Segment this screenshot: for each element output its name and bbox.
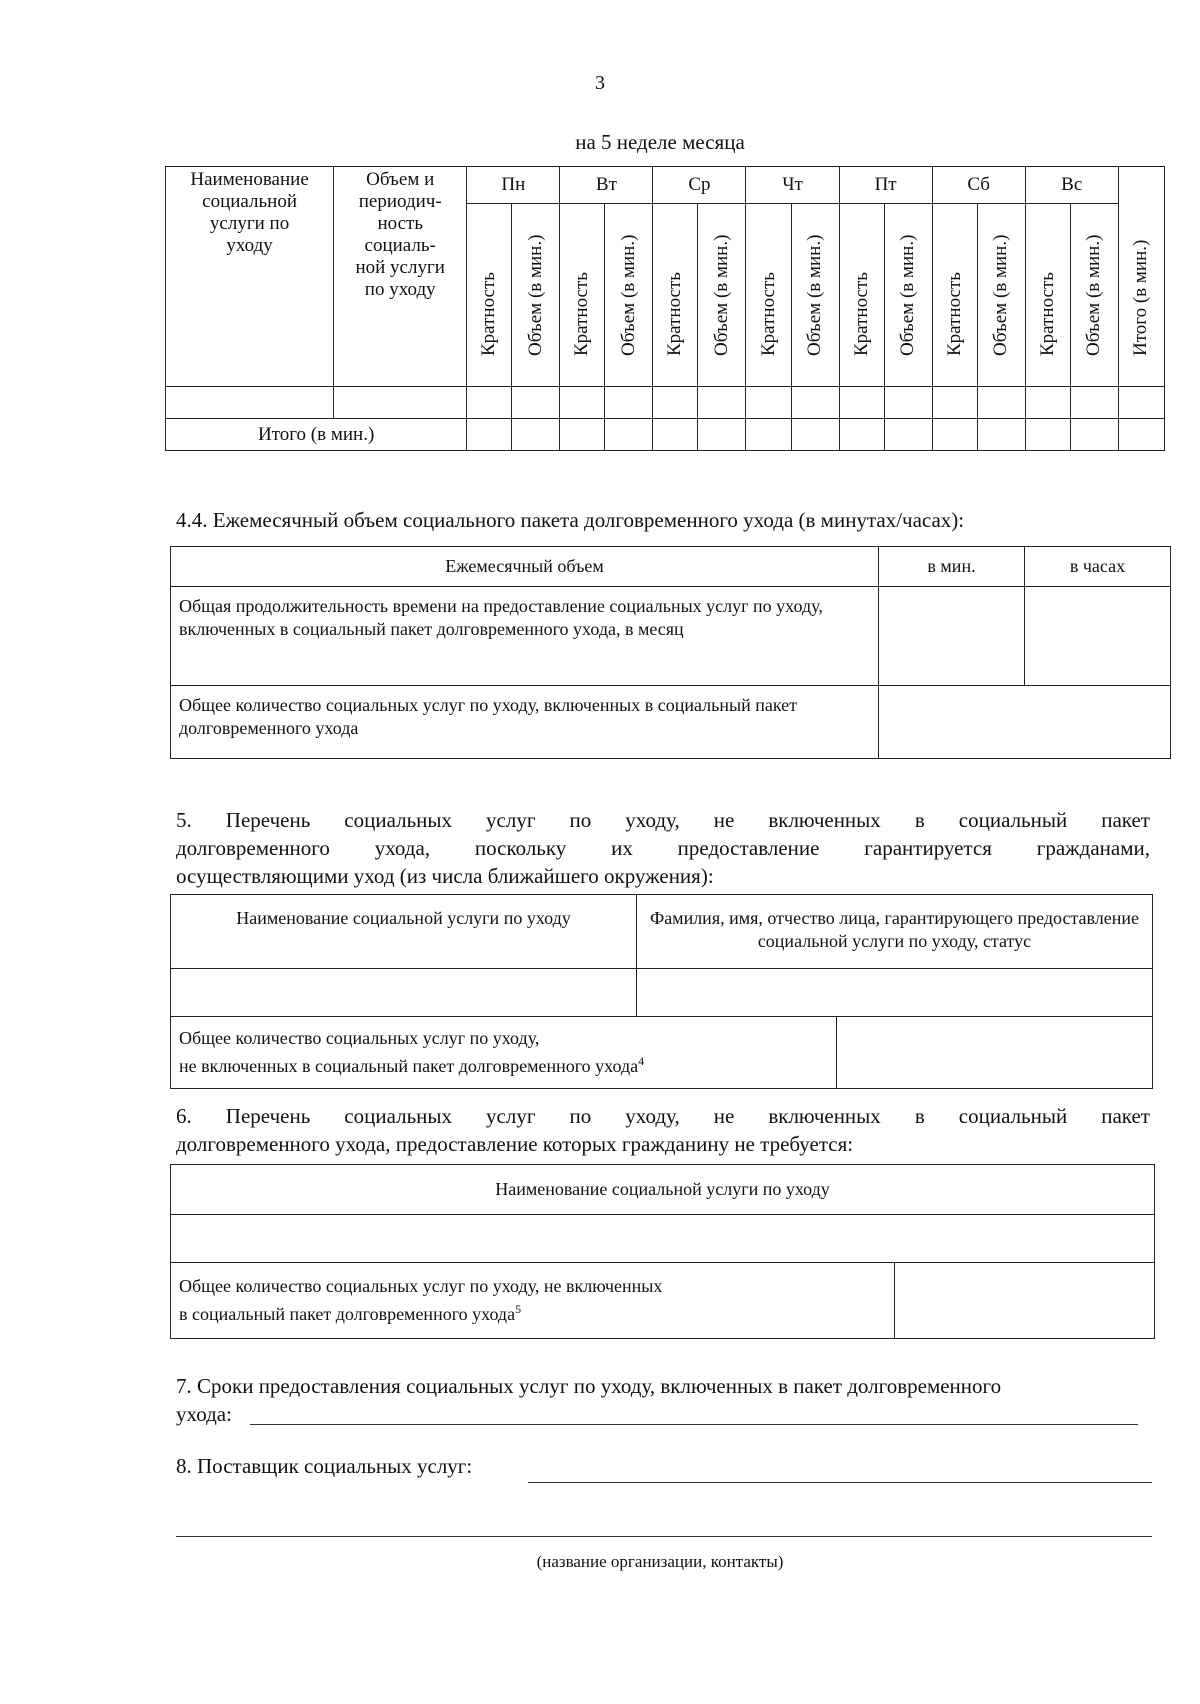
empty-cell[interactable] [879, 686, 1171, 759]
section-7-line-1: 7. Сроки предоставления социальных услуг по уходу, включенных в пакет долговременного [176, 1374, 1002, 1398]
guaranteed-services-table [170, 894, 1153, 1089]
volume-header: Объем (в мин.) [791, 204, 839, 387]
frequency-header: Кратность [746, 204, 791, 387]
section-5-line-1: 5. Перечень социальных услуг по уходу, не включенных в социальный пакет [176, 808, 1150, 832]
volume-header: Объем (в мин.) [977, 204, 1025, 387]
empty-cell[interactable] [884, 419, 932, 451]
not-included-count-label: Общее количество социальных услуг по уходу, не включенных в социальный пакет долговременного ухода$^4$ [171, 1017, 837, 1089]
monthly-volume-header: Ежемесячный объем [171, 547, 879, 587]
page-number: 3 [595, 72, 605, 94]
empty-cell[interactable] [467, 419, 512, 451]
empty-cell[interactable] [884, 387, 932, 419]
table-caption: на 5 неделе месяца [575, 130, 745, 154]
empty-cell[interactable] [1025, 419, 1070, 451]
volume-header: Объем (в мин.) [1070, 204, 1118, 387]
frequency-header: Кратность [839, 204, 884, 387]
empty-cell[interactable] [791, 387, 839, 419]
volume-header: Объем (в мин.) [512, 204, 560, 387]
volume-header: Объем (в мин.) [605, 204, 653, 387]
total-duration-label: Общая продолжительность времени на предоставление социальных услуг по уходу, включенных в социальный пакет долговременного ухода, в месяц [171, 587, 879, 686]
empty-cell[interactable] [605, 387, 653, 419]
empty-cell[interactable] [171, 1215, 1155, 1263]
frequency-header: Кратность [560, 204, 605, 387]
empty-cell[interactable] [1118, 419, 1164, 451]
service-name-header: Наименование социальной услуги по уходу [171, 1165, 1155, 1215]
volume-header: Объем (в мин.) [884, 204, 932, 387]
minutes-header: в мин. [879, 547, 1025, 587]
total-row [166, 419, 1165, 451]
empty-cell[interactable] [746, 387, 791, 419]
provider-input-line-2[interactable] [176, 1536, 1152, 1537]
total-column-header: Итого (в мин.) [1118, 167, 1164, 387]
day-header: Ср [653, 167, 746, 204]
provider-note: (название организации, контакты) [536, 1552, 784, 1571]
empty-cell[interactable] [512, 387, 560, 419]
monthly-volume-table [170, 546, 1171, 759]
empty-cell[interactable] [932, 419, 977, 451]
guarantor-header: Фамилия, имя, отчество лица, гарантирующего предоставление социальной услуги по уходу, статус [637, 895, 1153, 969]
section-6-line-1: 6. Перечень социальных услуг по уходу, не включенных в социальный пакет [176, 1104, 1150, 1128]
day-header: Вт [560, 167, 653, 204]
weekly-schedule-table [165, 166, 1165, 451]
not-required-count-label: Общее количество социальных услуг по уходу, не включенных в социальный пакет долговременного ухода$^5$ [171, 1263, 895, 1339]
empty-cell[interactable] [334, 387, 467, 419]
hours-header: в часах [1025, 547, 1171, 587]
empty-cell[interactable] [977, 419, 1025, 451]
empty-cell[interactable] [171, 969, 637, 1017]
day-header: Чт [746, 167, 839, 204]
col-volume-header: Объем и периодич- ность социаль- ной услуги по уходу [334, 167, 467, 387]
section-6-line-2: долговременного ухода, предоставление которых гражданину не требуется: [176, 1132, 854, 1156]
empty-cell[interactable] [1025, 587, 1171, 686]
empty-cell[interactable] [698, 387, 746, 419]
day-header: Пн [467, 167, 560, 204]
section-5-line-2: долговременного ухода, поскольку их предоставление гарантируется гражданами, [176, 836, 1150, 860]
section-7-line-2: ухода: [176, 1402, 232, 1426]
total-count-label: Общее количество социальных услуг по уходу, включенных в социальный пакет долговременного ухода [171, 686, 879, 759]
empty-cell[interactable] [932, 387, 977, 419]
service-name-header: Наименование социальной услуги по уходу [171, 895, 637, 969]
empty-cell[interactable] [1070, 419, 1118, 451]
empty-cell[interactable] [560, 419, 605, 451]
empty-cell[interactable] [512, 419, 560, 451]
volume-header: Объем (в мин.) [698, 204, 746, 387]
empty-cell[interactable] [746, 419, 791, 451]
empty-cell[interactable] [791, 419, 839, 451]
day-header: Пт [839, 167, 932, 204]
empty-cell[interactable] [837, 1017, 1153, 1089]
empty-cell[interactable] [653, 419, 698, 451]
frequency-header: Кратность [467, 204, 512, 387]
day-header: Сб [932, 167, 1025, 204]
empty-cell[interactable] [605, 419, 653, 451]
empty-cell[interactable] [467, 387, 512, 419]
empty-cell[interactable] [839, 387, 884, 419]
empty-cell[interactable] [637, 969, 1153, 1017]
total-row-label: Итого (в мин.) [166, 419, 467, 451]
empty-cell[interactable] [166, 387, 334, 419]
empty-cell[interactable] [839, 419, 884, 451]
provider-input-line[interactable] [528, 1482, 1152, 1483]
section-5-line-3: осуществляющими уход (из числа ближайшего окружения): [176, 864, 714, 888]
empty-cell[interactable] [1118, 387, 1164, 419]
empty-cell[interactable] [1025, 387, 1070, 419]
frequency-header: Кратность [653, 204, 698, 387]
frequency-header: Кратность [1025, 204, 1070, 387]
empty-cell[interactable] [879, 587, 1025, 686]
frequency-header: Кратность [932, 204, 977, 387]
empty-cell[interactable] [698, 419, 746, 451]
empty-cell[interactable] [560, 387, 605, 419]
table-row [166, 387, 1165, 419]
terms-input-line[interactable] [250, 1424, 1138, 1425]
empty-cell[interactable] [977, 387, 1025, 419]
section-4-4-heading: 4.4. Ежемесячный объем социального пакета долговременного ухода (в минутах/часах): [176, 508, 965, 532]
empty-cell[interactable] [895, 1263, 1155, 1339]
section-8-label: 8. Поставщик социальных услуг: [176, 1454, 473, 1478]
not-required-services-table [170, 1164, 1155, 1339]
empty-cell[interactable] [1070, 387, 1118, 419]
day-header: Вс [1025, 167, 1118, 204]
col-service-name-header: Наименование социальной услуги по уходу [166, 167, 334, 387]
empty-cell[interactable] [653, 387, 698, 419]
